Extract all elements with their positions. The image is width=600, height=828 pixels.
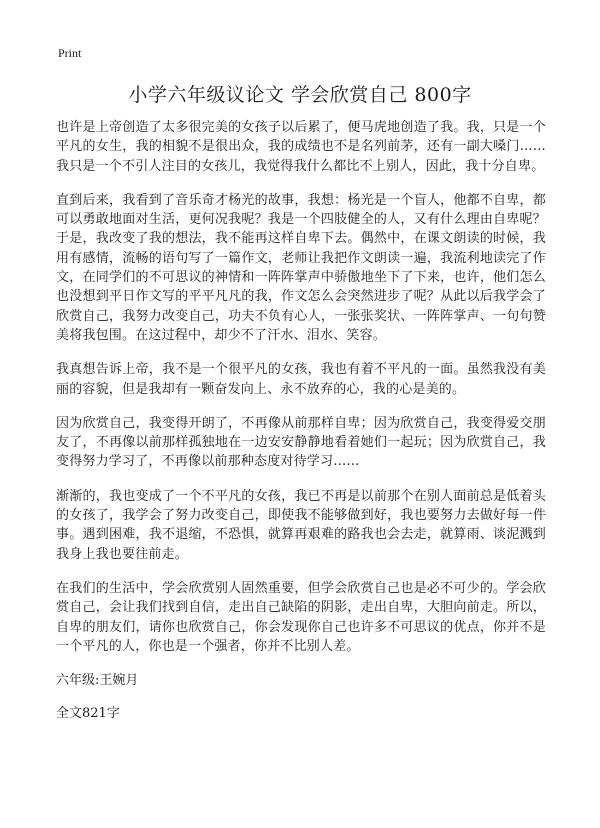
author-line: 六年级:王婉月: [56, 673, 139, 689]
paragraph-2: 直到后来，我看到了音乐奇才杨光的故事，我想：杨光是一个盲人，他都不自卑，都可以勇敢地面对生活，更何况我呢？我是一个四肢健全的人，又有什么理由自卑呢？于是，我改变了我的想法，我不能再这样自卑下去。偶然中，在课文朗读的时候，我用有感情，流畅的语句写了一篇作文，老师让我把作文朗读一遍，我流利地读完了作文，在同学们的不可思议的神情和一阵阵掌声中骄傲地坐下了下来，也许，他们怎么也没想到平日作文写的平平凡凡的我，作文怎么会突然进步了呢？从此以后我学会了欣赏自己，我努力改变自己，功夫不负有心人，一张张奖状、一阵阵掌声、一句句赞美将我包围。在这过程中，却少不了汗水、泪水、笑容。: [56, 192, 546, 343]
paragraph-3: 我真想告诉上帝，我不是一个很平凡的女孩，我也有着不平凡的一面。虽然我没有美丽的容貌，但是我却有一颗奋发向上、永不放弃的心，我的心是美的。: [56, 362, 546, 397]
paragraph-1: 也许是上帝创造了太多很完美的女孩子以后累了，便马虎地创造了我。我，只是一个平凡的女生，我的相貌不是很出众，我的成绩也不是名列前茅，还有一副大嗓门……我只是一个不引人注目的女孩儿，我觉得我什么都比不上别人，因此，我十分自卑。: [56, 120, 546, 174]
article-body: [56, 118, 546, 723]
article-title: 小学六年级议论文 学会欣赏自己 800字: [128, 84, 472, 106]
print-link[interactable]: Print: [58, 46, 82, 60]
word-count: 全文821字: [56, 706, 120, 722]
paragraph-4: 因为欣赏自己，我变得开朗了，不再像从前那样自卑；因为欣赏自己，我变得爱交朋友了，不再像以前那样孤独地在一边安安静静地看着她们一起玩；因为欣赏自己，我变得努力学习了，不再像以前那种态度对待学习……: [56, 415, 546, 470]
paragraph-6: 在我们的生活中，学会欣赏别人固然重要，但学会欣赏自己也是必不可少的。学会欣赏自己，会让我们找到自信，走出自己缺陷的阴影，走出自卑，大胆向前走。所以，自卑的朋友们，请你也欣赏自己，你会发现你自己也许多不可思议的优点，你并不是一个平凡的人，你也是一个强者，你并不比别人差。: [56, 580, 546, 654]
paragraph-5: 渐渐的，我也变成了一个不平凡的女孩，我已不再是以前那个在别人面前总是低着头的女孩了，我学会了努力改变自己，即使我不能够做到好，我也要努力去做好每一件事。遇到困难，我不退缩，不恐惧，就算再艰难的路我也会去走，就算雨、谈泥溅到我身上我也要往前走。: [56, 488, 546, 562]
